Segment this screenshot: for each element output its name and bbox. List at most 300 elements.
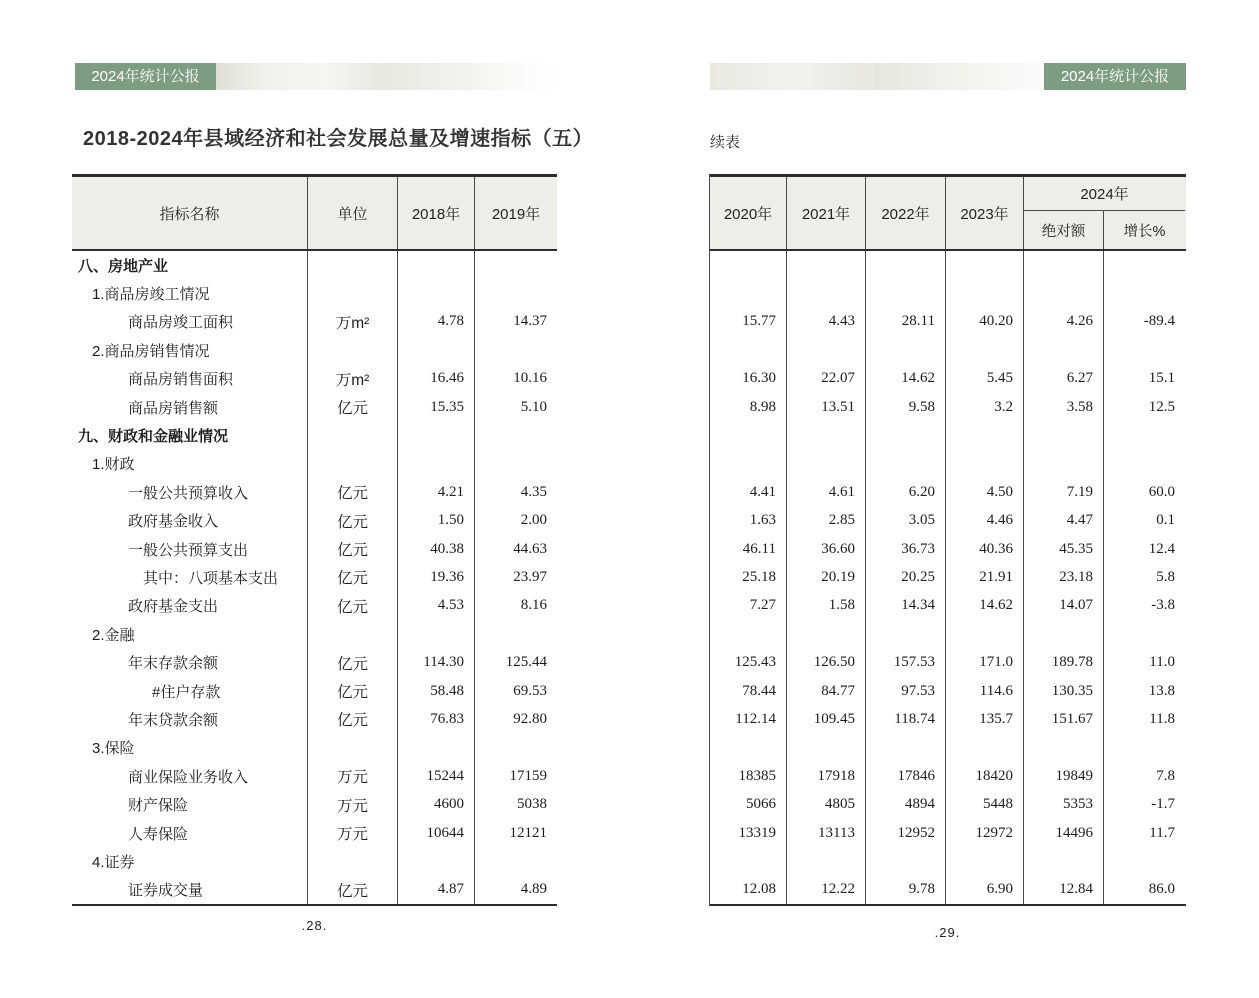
value-cell: 3.2 <box>946 393 1024 421</box>
value-cell <box>787 620 866 648</box>
value-cell: 12952 <box>866 819 946 847</box>
table-row <box>710 279 1186 307</box>
value-cell <box>1104 450 1185 478</box>
value-cell <box>1104 734 1185 762</box>
value-cell-2019 <box>475 279 557 307</box>
value-cell <box>710 847 787 875</box>
value-cell <box>787 279 866 307</box>
table-row <box>72 819 557 847</box>
table-row <box>72 677 557 705</box>
value-cell <box>787 421 866 449</box>
header-cell-indicator-name: 指标名称 <box>72 177 308 249</box>
value-cell-2018: 19.36 <box>398 563 475 591</box>
value-cell: -1.7 <box>1151 796 1175 813</box>
indicator-name-cell: 一般公共预算支出 <box>72 535 308 563</box>
table-row <box>710 393 1186 421</box>
value-cell: 7.27 <box>710 592 787 620</box>
table-row <box>72 762 557 790</box>
value-cell-2019: 12121 <box>509 824 547 841</box>
value-cell <box>1024 734 1104 762</box>
value-cell: 7.19 <box>1024 478 1104 506</box>
value-cell <box>710 734 787 762</box>
table-row <box>72 336 557 364</box>
value-cell: 25.18 <box>710 563 787 591</box>
value-cell-2018 <box>398 734 475 762</box>
value-cell-2019: 4.35 <box>520 483 547 500</box>
value-cell <box>1104 847 1185 875</box>
right-table-body <box>710 251 1186 904</box>
header-subrow-2024 <box>1024 211 1185 249</box>
value-cell: 36.73 <box>866 535 946 563</box>
indicator-name-cell: 2.金融 <box>72 620 308 648</box>
value-cell: 13.8 <box>1148 682 1175 699</box>
value-cell-2018 <box>398 251 475 279</box>
value-cell <box>710 279 787 307</box>
value-cell <box>946 734 1024 762</box>
value-cell <box>866 251 946 279</box>
value-cell: 15.1 <box>1148 370 1175 387</box>
table-row <box>710 535 1186 563</box>
table-row <box>72 308 557 336</box>
value-cell: 36.60 <box>787 535 866 563</box>
table-row <box>72 279 557 307</box>
table-row <box>710 677 1186 705</box>
value-cell-2018: 4.53 <box>398 592 475 620</box>
value-cell: 1.63 <box>710 507 787 535</box>
value-cell <box>866 450 946 478</box>
indicator-name-cell: 政府基金收入 <box>72 507 308 535</box>
value-cell-2019: 92.80 <box>513 710 547 727</box>
table-row <box>72 393 557 421</box>
indicator-name-cell: 证券成交量 <box>72 876 308 904</box>
value-cell: 23.18 <box>1024 563 1104 591</box>
value-cell: 78.44 <box>710 677 787 705</box>
table-row <box>710 705 1186 733</box>
unit-cell: 亿元 <box>308 478 398 506</box>
value-cell: 135.7 <box>946 705 1024 733</box>
value-cell <box>866 847 946 875</box>
value-cell <box>946 421 1024 449</box>
unit-cell: 亿元 <box>308 393 398 421</box>
table-row <box>710 620 1186 648</box>
value-cell: 125.43 <box>710 648 787 676</box>
header-cell-2024: 2024年 <box>1024 177 1185 211</box>
value-cell <box>1024 336 1104 364</box>
value-cell <box>946 450 1024 478</box>
value-cell <box>710 450 787 478</box>
value-cell <box>1024 421 1104 449</box>
unit-cell <box>308 279 398 307</box>
table-row <box>72 620 557 648</box>
value-cell: 5066 <box>710 790 787 818</box>
value-cell: 16.30 <box>710 365 787 393</box>
header-cell-2020: 2020年 <box>710 177 787 249</box>
indicator-name-cell: 商品房销售面积 <box>72 365 308 393</box>
value-cell: 60.0 <box>1148 483 1175 500</box>
page-number-right: .29. <box>934 925 961 940</box>
unit-cell <box>308 421 398 449</box>
value-cell: 18420 <box>946 762 1024 790</box>
value-cell: 126.50 <box>787 648 866 676</box>
value-cell: 1.58 <box>787 592 866 620</box>
value-cell <box>1104 279 1185 307</box>
value-cell-2019: 44.63 <box>513 540 547 557</box>
value-cell-2018 <box>398 279 475 307</box>
header-cell-2022: 2022年 <box>866 177 946 249</box>
unit-cell <box>308 847 398 875</box>
value-cell: 12.84 <box>1024 876 1104 904</box>
value-cell <box>787 251 866 279</box>
value-cell: 112.14 <box>710 705 787 733</box>
value-cell <box>1104 421 1185 449</box>
table-row <box>710 592 1186 620</box>
value-cell: 13.51 <box>787 393 866 421</box>
value-cell: 15.77 <box>710 308 787 336</box>
value-cell <box>710 620 787 648</box>
indicator-name-cell: 4.证券 <box>72 847 308 875</box>
value-cell-2019: 5038 <box>517 796 547 813</box>
left-table-body <box>72 251 557 904</box>
value-cell-2019: 23.97 <box>513 568 547 585</box>
indicator-name-cell: 年末存款余额 <box>72 648 308 676</box>
value-cell-2019: 5.10 <box>520 398 547 415</box>
unit-cell <box>308 450 398 478</box>
table-row <box>72 535 557 563</box>
value-cell <box>710 421 787 449</box>
table-row <box>72 478 557 506</box>
indicator-name-cell: 商品房销售额 <box>72 393 308 421</box>
table-row <box>710 478 1186 506</box>
value-cell: 45.35 <box>1024 535 1104 563</box>
value-cell <box>946 336 1024 364</box>
value-cell-2019 <box>475 620 557 648</box>
value-cell: 157.53 <box>866 648 946 676</box>
value-cell-2018: 10644 <box>398 819 475 847</box>
indicator-name-cell: 1.商品房竣工情况 <box>72 279 308 307</box>
table-row <box>72 421 557 449</box>
value-cell-2018: 58.48 <box>398 677 475 705</box>
value-cell <box>1024 279 1104 307</box>
value-cell <box>1024 620 1104 648</box>
value-cell <box>946 251 1024 279</box>
value-cell: 40.20 <box>946 308 1024 336</box>
table-row <box>710 251 1186 279</box>
table-row <box>710 819 1186 847</box>
table-row <box>710 734 1186 762</box>
value-cell: 4.50 <box>946 478 1024 506</box>
unit-cell <box>308 251 398 279</box>
value-cell: 4.61 <box>787 478 866 506</box>
table-row <box>72 847 557 875</box>
header-cell-growth: 增长% <box>1123 223 1166 240</box>
indicator-name-cell: 八、房地产业 <box>72 251 308 279</box>
value-cell: 151.67 <box>1024 705 1104 733</box>
value-cell-2018: 76.83 <box>398 705 475 733</box>
value-cell-2019: 125.44 <box>505 654 547 671</box>
value-cell <box>710 251 787 279</box>
value-cell <box>1024 251 1104 279</box>
unit-cell: 万元 <box>308 762 398 790</box>
value-cell <box>710 336 787 364</box>
value-cell-2019 <box>475 847 557 875</box>
value-cell: 0.1 <box>1156 512 1175 529</box>
value-cell: 4.26 <box>1024 308 1104 336</box>
table-row <box>72 563 557 591</box>
value-cell-2019 <box>475 450 557 478</box>
indicator-name-cell: 商业保险业务收入 <box>72 762 308 790</box>
right-table-header-row <box>710 177 1186 251</box>
table-row <box>72 592 557 620</box>
value-cell: 18385 <box>710 762 787 790</box>
value-cell <box>787 734 866 762</box>
value-cell-2019: 69.53 <box>513 682 547 699</box>
value-cell: 3.05 <box>866 507 946 535</box>
value-cell-2019 <box>475 734 557 762</box>
indicator-name-cell: 2.商品房销售情况 <box>72 336 308 364</box>
table-row <box>710 421 1186 449</box>
value-cell-2018: 15.35 <box>398 393 475 421</box>
value-cell <box>866 620 946 648</box>
unit-cell: 万m² <box>308 308 398 336</box>
header-cell-2019: 2019年 <box>491 205 541 223</box>
value-cell: 12.08 <box>710 876 787 904</box>
value-cell <box>866 279 946 307</box>
indicator-name-cell: #住户存款 <box>72 677 308 705</box>
unit-cell: 亿元 <box>308 507 398 535</box>
banner-left: 2024年统计公报 <box>75 63 216 90</box>
value-cell-2018: 4.78 <box>398 308 475 336</box>
unit-cell: 亿元 <box>308 648 398 676</box>
page-number-left: .28. <box>301 918 328 933</box>
table-row <box>72 734 557 762</box>
value-cell: 13113 <box>787 819 866 847</box>
unit-cell: 亿元 <box>308 563 398 591</box>
value-cell: 17918 <box>787 762 866 790</box>
value-cell: 6.27 <box>1024 365 1104 393</box>
indicator-name-cell: 商品房竣工面积 <box>72 308 308 336</box>
unit-cell <box>308 336 398 364</box>
table-row <box>72 876 557 904</box>
header-cell-2021: 2021年 <box>787 177 866 249</box>
value-cell-2019 <box>475 421 557 449</box>
value-cell-2018 <box>398 336 475 364</box>
value-cell-2018: 4.87 <box>398 876 475 904</box>
table-row <box>710 365 1186 393</box>
indicator-name-cell: 一般公共预算收入 <box>72 478 308 506</box>
value-cell: 5.45 <box>946 365 1024 393</box>
table-row <box>72 450 557 478</box>
indicator-name-cell: 政府基金支出 <box>72 592 308 620</box>
value-cell-2019: 2.00 <box>520 512 547 529</box>
header-group-2024 <box>1024 177 1185 249</box>
value-cell <box>1024 847 1104 875</box>
value-cell <box>946 620 1024 648</box>
indicator-name-cell: 人寿保险 <box>72 819 308 847</box>
value-cell: 17846 <box>866 762 946 790</box>
value-cell-2019: 14.37 <box>513 313 547 330</box>
banner-right: 2024年统计公报 <box>1044 63 1186 90</box>
value-cell: 3.58 <box>1024 393 1104 421</box>
unit-cell <box>308 734 398 762</box>
left-table <box>72 174 557 906</box>
value-cell: 7.8 <box>1156 767 1175 784</box>
value-cell-2018 <box>398 421 475 449</box>
value-cell <box>866 336 946 364</box>
indicator-name-cell: 年末贷款余额 <box>72 705 308 733</box>
value-cell: 14.34 <box>866 592 946 620</box>
value-cell-2018: 4600 <box>398 790 475 818</box>
value-cell-2019: 10.16 <box>513 370 547 387</box>
decorative-band-right <box>710 63 1044 90</box>
value-cell-2019 <box>475 251 557 279</box>
value-cell-2018 <box>398 620 475 648</box>
value-cell: 8.98 <box>710 393 787 421</box>
unit-cell: 万m² <box>308 365 398 393</box>
value-cell-2018: 1.50 <box>398 507 475 535</box>
value-cell-2018: 4.21 <box>398 478 475 506</box>
value-cell: 86.0 <box>1148 881 1175 898</box>
decorative-band-left <box>216 63 557 90</box>
unit-cell: 亿元 <box>308 876 398 904</box>
value-cell <box>787 847 866 875</box>
value-cell-2019: 4.89 <box>520 881 547 898</box>
value-cell: 12.4 <box>1148 540 1175 557</box>
value-cell: 4.41 <box>710 478 787 506</box>
value-cell <box>787 336 866 364</box>
value-cell: 84.77 <box>787 677 866 705</box>
indicator-name-cell: 其中：八项基本支出 <box>72 563 308 591</box>
value-cell: 14.07 <box>1024 592 1104 620</box>
value-cell: 9.78 <box>866 876 946 904</box>
value-cell: 9.58 <box>866 393 946 421</box>
value-cell-2019 <box>475 336 557 364</box>
value-cell-2018: 40.38 <box>398 535 475 563</box>
value-cell <box>1104 336 1185 364</box>
value-cell-2018: 16.46 <box>398 365 475 393</box>
indicator-name-cell: 1.财政 <box>72 450 308 478</box>
unit-cell: 亿元 <box>308 677 398 705</box>
header-cell-unit: 单位 <box>308 177 398 249</box>
table-row <box>710 336 1186 364</box>
value-cell <box>1104 620 1185 648</box>
value-cell: 97.53 <box>866 677 946 705</box>
table-row <box>710 450 1186 478</box>
value-cell: 5.8 <box>1156 568 1175 585</box>
value-cell: 46.11 <box>710 535 787 563</box>
value-cell <box>787 450 866 478</box>
value-cell-2019: 17159 <box>509 767 547 784</box>
table-row <box>710 507 1186 535</box>
page-title: 2018-2024年县域经济和社会发展总量及增速指标（五） <box>83 128 594 150</box>
value-cell: 5353 <box>1024 790 1104 818</box>
table-row <box>710 847 1186 875</box>
table-row <box>72 790 557 818</box>
value-cell: 11.0 <box>1149 654 1175 671</box>
header-cell-absolute: 绝对额 <box>1024 211 1104 249</box>
value-cell: 14496 <box>1024 819 1104 847</box>
unit-cell: 万元 <box>308 819 398 847</box>
value-cell: 28.11 <box>866 308 946 336</box>
value-cell: 20.19 <box>787 563 866 591</box>
value-cell: 6.20 <box>866 478 946 506</box>
value-cell <box>1104 251 1185 279</box>
value-cell: 4.43 <box>787 308 866 336</box>
unit-cell: 亿元 <box>308 705 398 733</box>
value-cell: 20.25 <box>866 563 946 591</box>
value-cell: 118.74 <box>866 705 946 733</box>
value-cell: 13319 <box>710 819 787 847</box>
table-row <box>710 563 1186 591</box>
continued-table-label: 续表 <box>710 134 741 151</box>
header-cell-2023: 2023年 <box>946 177 1024 249</box>
unit-cell <box>308 620 398 648</box>
indicator-name-cell: 财产保险 <box>72 790 308 818</box>
value-cell-2018 <box>398 450 475 478</box>
value-cell: 14.62 <box>866 365 946 393</box>
table-row <box>72 365 557 393</box>
value-cell: 171.0 <box>946 648 1024 676</box>
value-cell <box>946 279 1024 307</box>
value-cell: 130.35 <box>1024 677 1104 705</box>
value-cell: 4.47 <box>1024 507 1104 535</box>
table-row <box>710 648 1186 676</box>
unit-cell: 亿元 <box>308 535 398 563</box>
indicator-name-cell: 3.保险 <box>72 734 308 762</box>
value-cell: 11.8 <box>1149 710 1175 727</box>
value-cell: 6.90 <box>946 876 1024 904</box>
value-cell-2018: 15244 <box>398 762 475 790</box>
value-cell: 11.7 <box>1149 824 1175 841</box>
unit-cell: 亿元 <box>308 592 398 620</box>
table-row <box>72 648 557 676</box>
value-cell: -89.4 <box>1143 313 1175 330</box>
right-table <box>709 174 1186 906</box>
left-table-header-row <box>72 177 557 251</box>
value-cell: 22.07 <box>787 365 866 393</box>
value-cell: 14.62 <box>946 592 1024 620</box>
value-cell: 40.36 <box>946 535 1024 563</box>
value-cell-2019: 8.16 <box>520 597 547 614</box>
value-cell: 114.6 <box>946 677 1024 705</box>
table-row <box>72 507 557 535</box>
table-row <box>710 308 1186 336</box>
indicator-name-cell: 九、财政和金融业情况 <box>72 421 308 449</box>
value-cell <box>946 847 1024 875</box>
value-cell <box>866 421 946 449</box>
value-cell: 12972 <box>946 819 1024 847</box>
table-row <box>72 251 557 279</box>
value-cell: 21.91 <box>946 563 1024 591</box>
value-cell-2018 <box>398 847 475 875</box>
header-cell-2018: 2018年 <box>398 177 475 249</box>
table-row <box>710 790 1186 818</box>
value-cell: -3.8 <box>1151 597 1175 614</box>
value-cell: 5448 <box>946 790 1024 818</box>
value-cell-2018: 114.30 <box>398 648 475 676</box>
value-cell: 2.85 <box>787 507 866 535</box>
value-cell: 12.5 <box>1148 398 1175 415</box>
value-cell: 189.78 <box>1024 648 1104 676</box>
value-cell: 19849 <box>1024 762 1104 790</box>
value-cell: 109.45 <box>787 705 866 733</box>
value-cell <box>1024 450 1104 478</box>
value-cell: 12.22 <box>787 876 866 904</box>
table-row <box>710 876 1186 904</box>
value-cell <box>866 734 946 762</box>
table-row <box>710 762 1186 790</box>
table-row <box>72 705 557 733</box>
value-cell: 4894 <box>866 790 946 818</box>
